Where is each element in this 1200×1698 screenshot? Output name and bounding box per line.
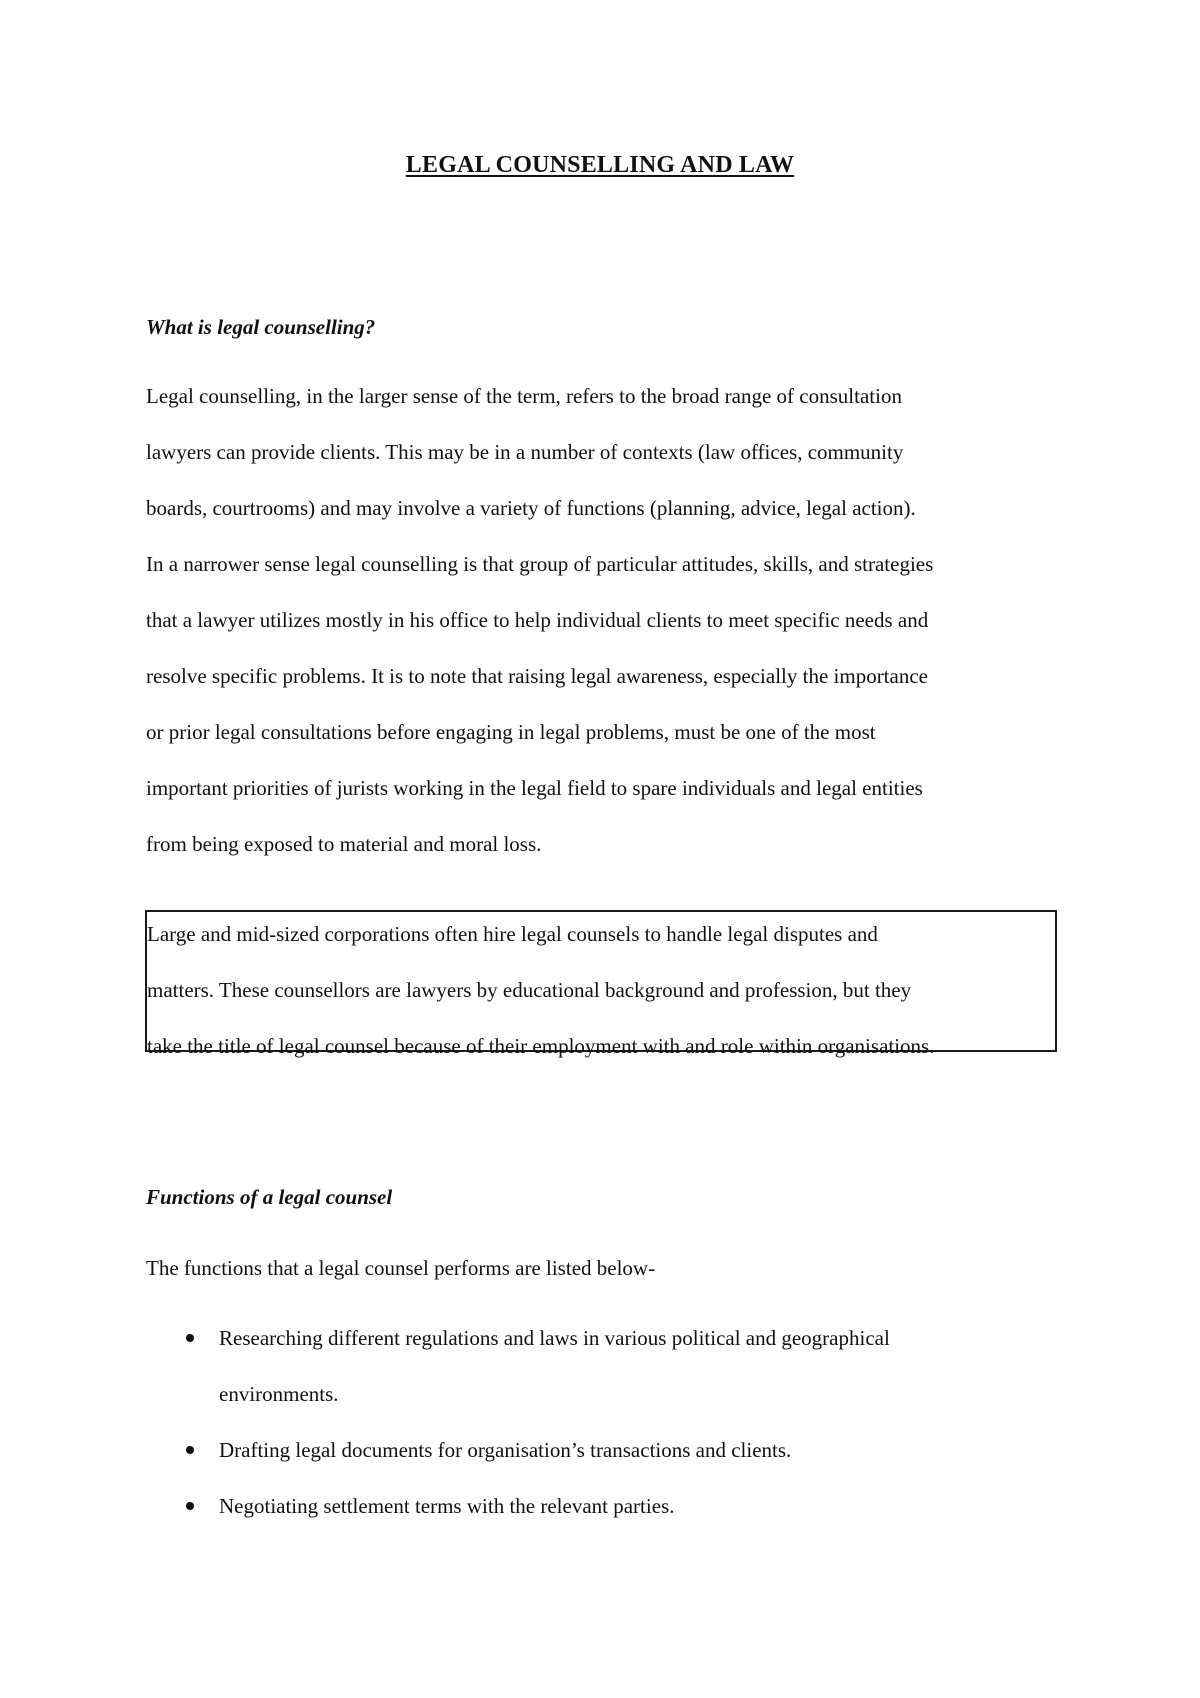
bullet-icon	[186, 1334, 194, 1342]
paragraph-line: resolve specific problems. It is to note that raising legal awareness, especially the importance	[146, 664, 928, 688]
section-intro: The functions that a legal counsel performs are listed below-	[146, 1256, 656, 1280]
list-item-text: Researching different regulations and laws in various political and geographical	[219, 1326, 890, 1350]
list-item-text: Drafting legal documents for organisation’s transactions and clients.	[219, 1438, 792, 1462]
paragraph-line: that a lawyer utilizes mostly in his office to help individual clients to meet specific needs and	[146, 608, 929, 632]
callout-line: take the title of legal counsel because of their employment with and role within organisations.	[147, 1034, 935, 1058]
document-title: LEGAL COUNSELLING AND LAW	[405, 152, 795, 178]
paragraph-line: Legal counselling, in the larger sense of the term, refers to the broad range of consultation	[146, 384, 902, 408]
callout-box	[145, 910, 1057, 1058]
list-item-text: Negotiating settlement terms with the relevant parties.	[219, 1494, 675, 1518]
bullet-icon	[186, 1502, 194, 1510]
callout-line: Large and mid-sized corporations often hire legal counsels to handle legal disputes and	[147, 922, 878, 946]
list-item-text-continued: environments.	[219, 1382, 339, 1406]
paragraph-line: boards, courtrooms) and may involve a variety of functions (planning, advice, legal action).	[146, 496, 916, 520]
section-heading-what-is-legal-counselling: What is legal counselling?	[146, 315, 376, 339]
paragraph-line: In a narrower sense legal counselling is that group of particular attitudes, skills, and strategies	[146, 552, 934, 576]
paragraph-line: important priorities of jurists working in the legal field to spare individuals and legal entities	[146, 776, 923, 800]
section-heading-functions-of-a-legal-counsel: Functions of a legal counsel	[146, 1185, 393, 1209]
callout-line: matters. These counsellors are lawyers by educational background and profession, but they	[147, 978, 912, 1002]
bullet-icon	[186, 1446, 194, 1454]
paragraph-line: from being exposed to material and moral loss.	[146, 832, 542, 856]
paragraph-line: lawyers can provide clients. This may be in a number of contexts (law offices, community	[146, 440, 904, 464]
paragraph-line: or prior legal consultations before engaging in legal problems, must be one of the most	[146, 720, 876, 744]
